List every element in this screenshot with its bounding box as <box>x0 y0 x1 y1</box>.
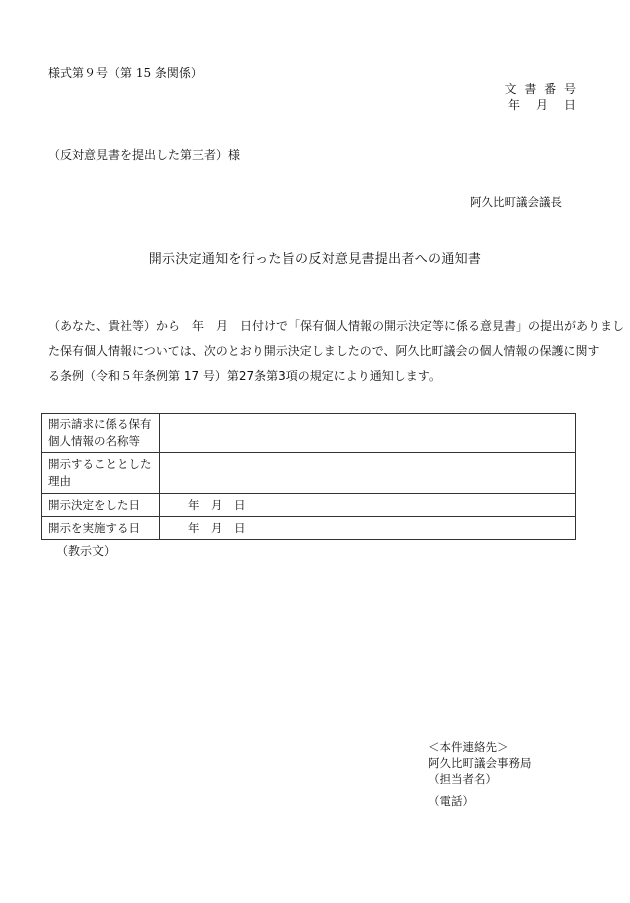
form-number: 様式第９号（第 15 条関係） <box>48 66 203 80</box>
body-line-1: （あなた、貴社等）から 年 月 日付けで「保有個人情報の開示決定等に係る意見書」の提出がありまし <box>48 319 625 333</box>
table-row <box>42 517 576 540</box>
table-label-reason: 開示することとした 理由 <box>42 453 160 494</box>
body-line-2: た保有個人情報については、次のとおり開示決定しましたので、阿久比町議会の個人情報の保護に関す <box>48 344 600 358</box>
contact-office: 阿久比町議会事務局 <box>428 756 532 770</box>
table-row <box>42 494 576 517</box>
body-text <box>48 314 625 389</box>
sender: 阿久比町議会議長 <box>470 195 562 209</box>
table-value-reason <box>160 453 576 494</box>
table-label-name: 開示請求に係る保有 個人情報の名称等 <box>42 414 160 453</box>
table-row <box>42 453 576 494</box>
table-label-decision-date: 開示決定をした日 <box>42 494 160 517</box>
document-number-label: 文 書 番 号 <box>504 82 578 96</box>
table-label-implementation-date: 開示を実施する日 <box>42 517 160 540</box>
document-date-label: 年 月 日 <box>507 98 578 112</box>
addressee: （反対意見書を提出した第三者）様 <box>48 148 241 162</box>
contact-phone: （電話） <box>428 794 474 808</box>
contact-block <box>428 739 532 809</box>
table-value-name <box>160 414 576 453</box>
table-value-implementation-date: 年 月 日 <box>160 517 576 540</box>
instruction-text: （教示文） <box>56 544 117 558</box>
body-line-3: る条例（令和５年条例第 17 号）第27条第3項の規定により通知します。 <box>48 369 441 383</box>
document-title: 開示決定通知を行った旨の反対意見書提出者への通知書 <box>148 252 482 267</box>
table-value-decision-date: 年 月 日 <box>160 494 576 517</box>
info-table <box>41 413 576 540</box>
contact-person: （担当者名） <box>428 772 497 786</box>
contact-heading: ＜本件連絡先＞ <box>428 740 509 754</box>
table-row <box>42 414 576 453</box>
